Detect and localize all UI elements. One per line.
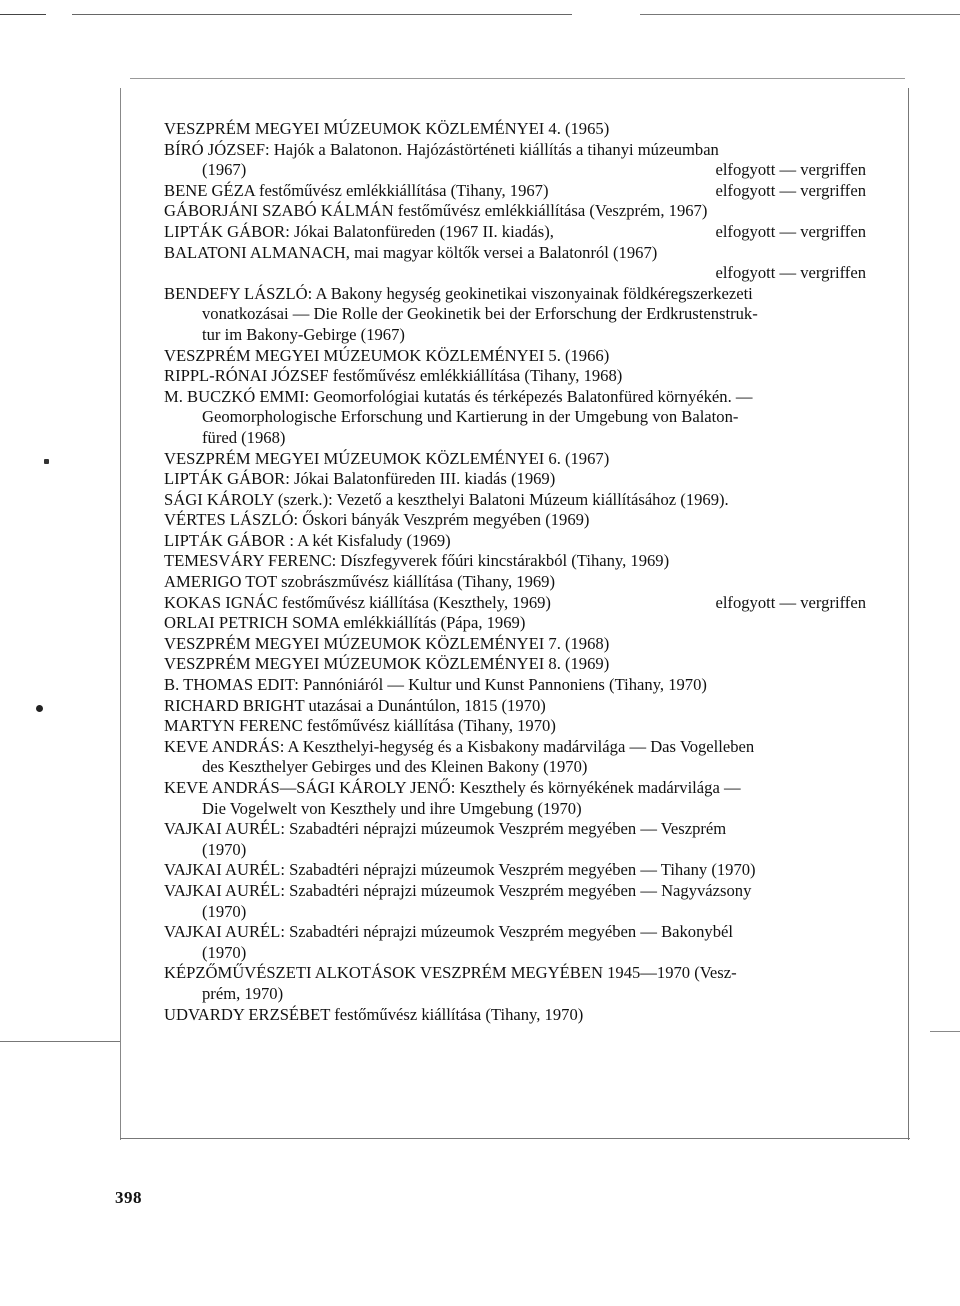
list-item — [164, 181, 866, 202]
list-item-continuation: prém, 1970) — [202, 983, 284, 1003]
list-item: MARTYN FERENC festőművész kiállítása (Tihany, 1970) — [164, 716, 556, 736]
list-item — [164, 222, 866, 243]
list-item-continuation: Geomorphologische Erforschung und Kartierung in der Umgebung von Balaton- — [202, 407, 739, 427]
list-item-continuation: tur im Bakony-Gebirge (1967) — [202, 324, 405, 344]
scan-rule-left-margin — [0, 1041, 120, 1042]
scan-rule-right-margin — [930, 1031, 960, 1032]
availability-note: elfogyott — vergriffen — [715, 221, 866, 241]
list-item-continuation: (1970) — [202, 901, 247, 921]
availability-note: elfogyott — vergriffen — [715, 180, 866, 200]
list-item: LIPTÁK GÁBOR: Jókai Balatonfüreden III. kiadás (1969) — [164, 469, 556, 489]
list-item: LIPTÁK GÁBOR : A két Kisfaludy (1969) — [164, 530, 451, 550]
list-item: KEVE ANDRÁS: A Keszthelyi-hegység és a Kisbakony madárvilága — Das Vogelleben — [164, 736, 755, 756]
list-item: VESZPRÉM MEGYEI MÚZEUMOK KÖZLEMÉNYEI 6. (1967) — [164, 448, 610, 468]
list-item-continuation: füred (1968) — [202, 427, 286, 447]
page-frame-bottom — [120, 1138, 910, 1139]
list-item: VESZPRÉM MEGYEI MÚZEUMOK KÖZLEMÉNYEI 5. (1966) — [164, 345, 610, 365]
ink-speck — [44, 459, 49, 464]
scan-rule-top — [72, 14, 572, 15]
list-item: BALATONI ALMANACH, mai magyar költők versei a Balatonról (1967) — [164, 242, 658, 262]
list-item: BÍRÓ JÓZSEF: Hajók a Balatonon. Hajózástörténeti kiállítás a tihanyi múzeumban — [164, 139, 719, 159]
list-item: AMERIGO TOT szobrászművész kiállítása (Tihany, 1969) — [164, 572, 555, 592]
list-item: RIPPL-RÓNAI JÓZSEF festőművész emlékkiállítása (Tihany, 1968) — [164, 366, 623, 386]
entry-text: (1967) — [202, 160, 247, 180]
list-item: TEMESVÁRY FERENC: Díszfegyverek főúri kincstárakból (Tihany, 1969) — [164, 551, 670, 571]
list-item: KEVE ANDRÁS—SÁGI KÁROLY JENŐ: Keszthely és környékének madárvilága — — [164, 778, 741, 797]
list-item: RICHARD BRIGHT utazásai a Dunántúlon, 1815 (1970) — [164, 695, 546, 715]
entry-text: KOKAS IGNÁC festőművész kiállítása (Keszthely, 1969) — [164, 592, 551, 612]
list-item: VESZPRÉM MEGYEI MÚZEUMOK KÖZLEMÉNYEI 4. (1965) — [164, 119, 610, 138]
scan-rule-upper — [130, 78, 905, 79]
list-item: GÁBORJÁNI SZABÓ KÁLMÁN festőművész emlékkiállítása (Veszprém, 1967) — [164, 201, 708, 221]
list-item: VAJKAI AURÉL: Szabadtéri néprajzi múzeumok Veszprém megyében — Tihany (1970) — [164, 860, 756, 880]
list-item: VESZPRÉM MEGYEI MÚZEUMOK KÖZLEMÉNYEI 7. (1968) — [164, 633, 610, 653]
list-item — [164, 160, 866, 181]
scan-rule-top-left — [0, 14, 46, 15]
list-item-continuation: des Keszthelyer Gebirges und des Kleinen Bakony (1970) — [202, 757, 588, 777]
list-item: VAJKAI AURÉL: Szabadtéri néprajzi múzeumok Veszprém megyében — Nagyvázsony — [164, 880, 752, 900]
list-item — [164, 593, 866, 614]
list-item-continuation: (1970) — [202, 942, 247, 962]
availability-note: elfogyott — vergriffen — [715, 160, 866, 180]
availability-note: elfogyott — vergriffen — [715, 592, 866, 612]
list-item: UDVARDY ERZSÉBET festőművész kiállítása (Tihany, 1970) — [164, 1004, 584, 1024]
list-item-continuation: Die Vogelwelt von Keszthely und ihre Umgebung (1970) — [202, 798, 582, 818]
entry-text: BENE GÉZA festőművész emlékkiállítása (Tihany, 1967) — [164, 180, 549, 200]
list-item-continuation: vonatkozásai — Die Rolle der Geokinetik bei der Erforschung der Erdkrustenstruk- — [202, 304, 758, 324]
list-item: M. BUCZKÓ EMMI: Geomorfológiai kutatás és térképezés Balatonfüred környékén. — — [164, 386, 753, 406]
list-item: VAJKAI AURÉL: Szabadtéri néprajzi múzeumok Veszprém megyében — Bakonybél — [164, 922, 733, 942]
list-item: SÁGI KÁROLY (szerk.): Vezető a keszthelyi Balatoni Múzeum kiállításához (1969). — [164, 489, 729, 509]
availability-note: elfogyott — vergriffen — [715, 263, 866, 283]
ink-speck — [36, 705, 43, 712]
list-item: VÉRTES LÁSZLÓ: Őskori bányák Veszprém megyében (1969) — [164, 510, 590, 530]
publication-list — [164, 119, 866, 1025]
list-item: KÉPZŐMŰVÉSZETI ALKOTÁSOK VESZPRÉM MEGYÉBEN 1945—1970 (Vesz- — [164, 963, 737, 983]
list-item: VAJKAI AURÉL: Szabadtéri néprajzi múzeumok Veszprém megyében — Veszprém — [164, 819, 727, 839]
list-item: VESZPRÉM MEGYEI MÚZEUMOK KÖZLEMÉNYEI 8. (1969) — [164, 654, 610, 674]
list-item: BENDEFY LÁSZLÓ: A Bakony hegység geokinetikai viszonyainak földkéregszerkezeti — [164, 283, 753, 303]
list-item: ORLAI PETRICH SOMA emlékkiállítás (Pápa, 1969) — [164, 613, 526, 633]
entry-text: LIPTÁK GÁBOR: Jókai Balatonfüreden (1967 II. kiadás), — [164, 221, 554, 241]
list-item-continuation: (1970) — [202, 839, 247, 859]
list-item: B. THOMAS EDIT: Pannóniáról — Kultur und Kunst Pannoniens (Tihany, 1970) — [164, 675, 707, 695]
scan-rule-top-right — [640, 14, 960, 15]
page-number: 398 — [115, 1188, 142, 1207]
